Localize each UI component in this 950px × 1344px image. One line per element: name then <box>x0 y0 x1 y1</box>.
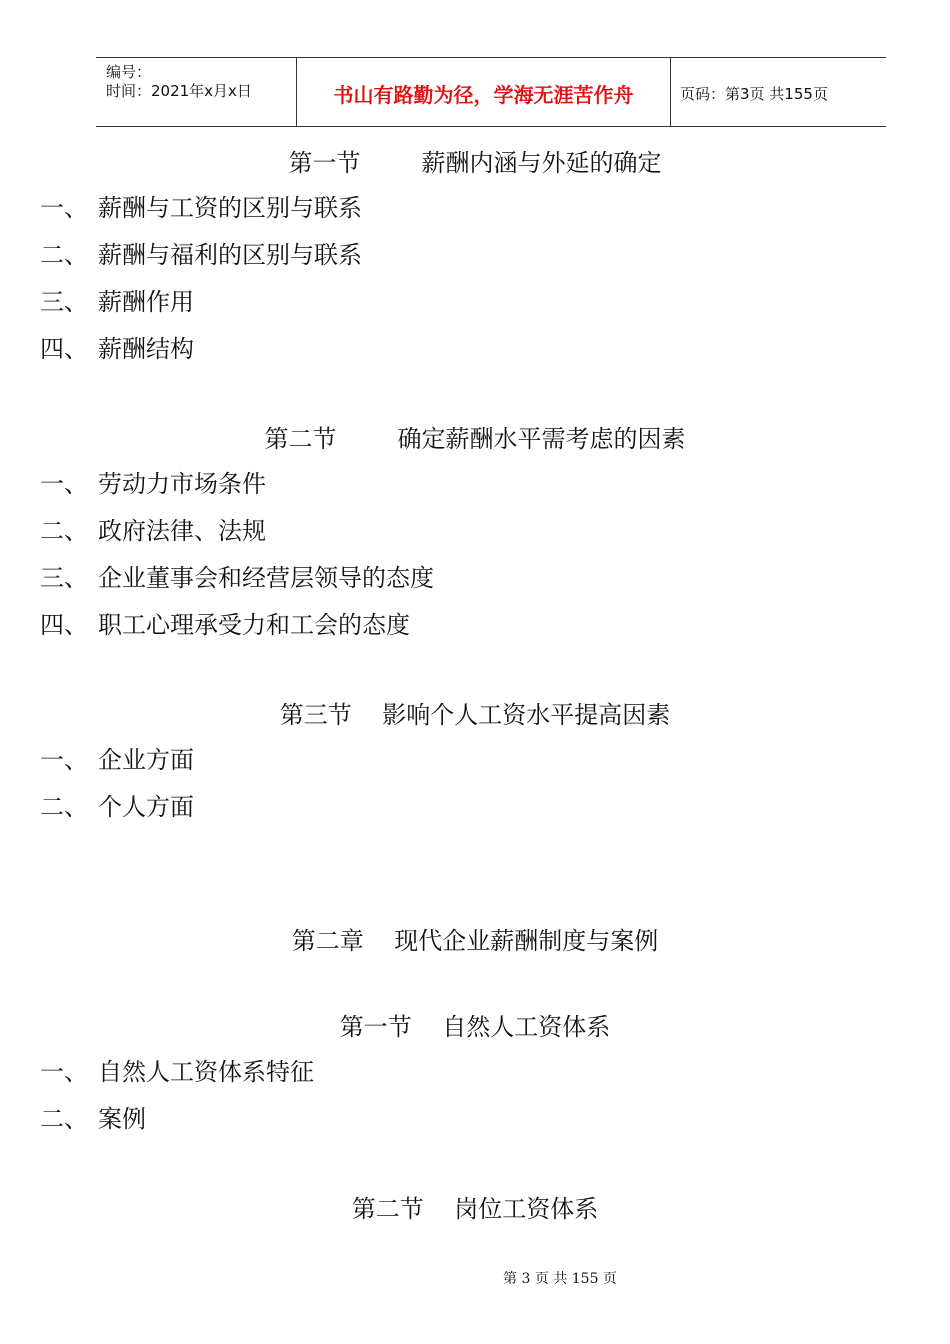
item-number: 一、 <box>40 746 88 774</box>
list-item <box>40 792 194 822</box>
list-item <box>40 193 362 223</box>
item-number: 四、 <box>40 611 88 639</box>
list-item <box>40 610 410 640</box>
item-text: 企业方面 <box>98 746 194 774</box>
item-number: 三、 <box>40 564 88 592</box>
list-item <box>40 1104 146 1134</box>
item-text: 薪酬结构 <box>98 335 194 363</box>
list-item <box>40 1057 314 1087</box>
item-number: 二、 <box>40 241 88 269</box>
header-table <box>96 57 886 127</box>
list-item <box>40 287 194 317</box>
item-number: 一、 <box>40 470 88 498</box>
serial-label: 编号： <box>106 63 152 81</box>
list-item <box>40 469 266 499</box>
list-item <box>40 516 266 546</box>
item-text: 自然人工资体系特征 <box>98 1058 314 1086</box>
item-number: 三、 <box>40 288 88 316</box>
item-text: 薪酬作用 <box>98 288 194 316</box>
item-text: 个人方面 <box>98 793 194 821</box>
section-heading: 第一节 薪酬内涵与外延的确定 <box>288 149 662 177</box>
item-text: 薪酬与工资的区别与联系 <box>98 194 362 222</box>
item-number: 一、 <box>40 194 88 222</box>
list-item <box>40 240 362 270</box>
list-item <box>40 334 194 364</box>
page-label: 页码：第3页 共155页 <box>680 85 828 103</box>
item-text: 企业董事会和经营层领导的态度 <box>98 564 434 592</box>
item-number: 四、 <box>40 335 88 363</box>
motto: 书山有路勤为径，学海无涯苦作舟 <box>333 83 634 107</box>
item-text: 案例 <box>98 1105 146 1133</box>
item-text: 薪酬与福利的区别与联系 <box>98 241 362 269</box>
time-label: 时间：2021年x月x日 <box>106 82 252 100</box>
chapter-heading: 第二章 现代企业薪酬制度与案例 <box>291 927 659 955</box>
item-number: 一、 <box>40 1058 88 1086</box>
section-heading: 第二节 确定薪酬水平需考虑的因素 <box>264 425 686 453</box>
item-number: 二、 <box>40 793 88 821</box>
item-text: 职工心理承受力和工会的态度 <box>98 611 410 639</box>
section-heading: 第一节 自然人工资体系 <box>339 1013 611 1041</box>
item-text: 劳动力市场条件 <box>98 470 266 498</box>
list-item <box>40 563 434 593</box>
section-heading: 第二节 岗位工资体系 <box>351 1195 599 1223</box>
list-item <box>40 745 194 775</box>
item-number: 二、 <box>40 1105 88 1133</box>
page-footer: 第 3 页 共 155 页 <box>503 1271 617 1287</box>
item-text: 政府法律、法规 <box>98 517 266 545</box>
section-heading: 第三节 影响个人工资水平提高因素 <box>279 701 671 729</box>
item-number: 二、 <box>40 517 88 545</box>
